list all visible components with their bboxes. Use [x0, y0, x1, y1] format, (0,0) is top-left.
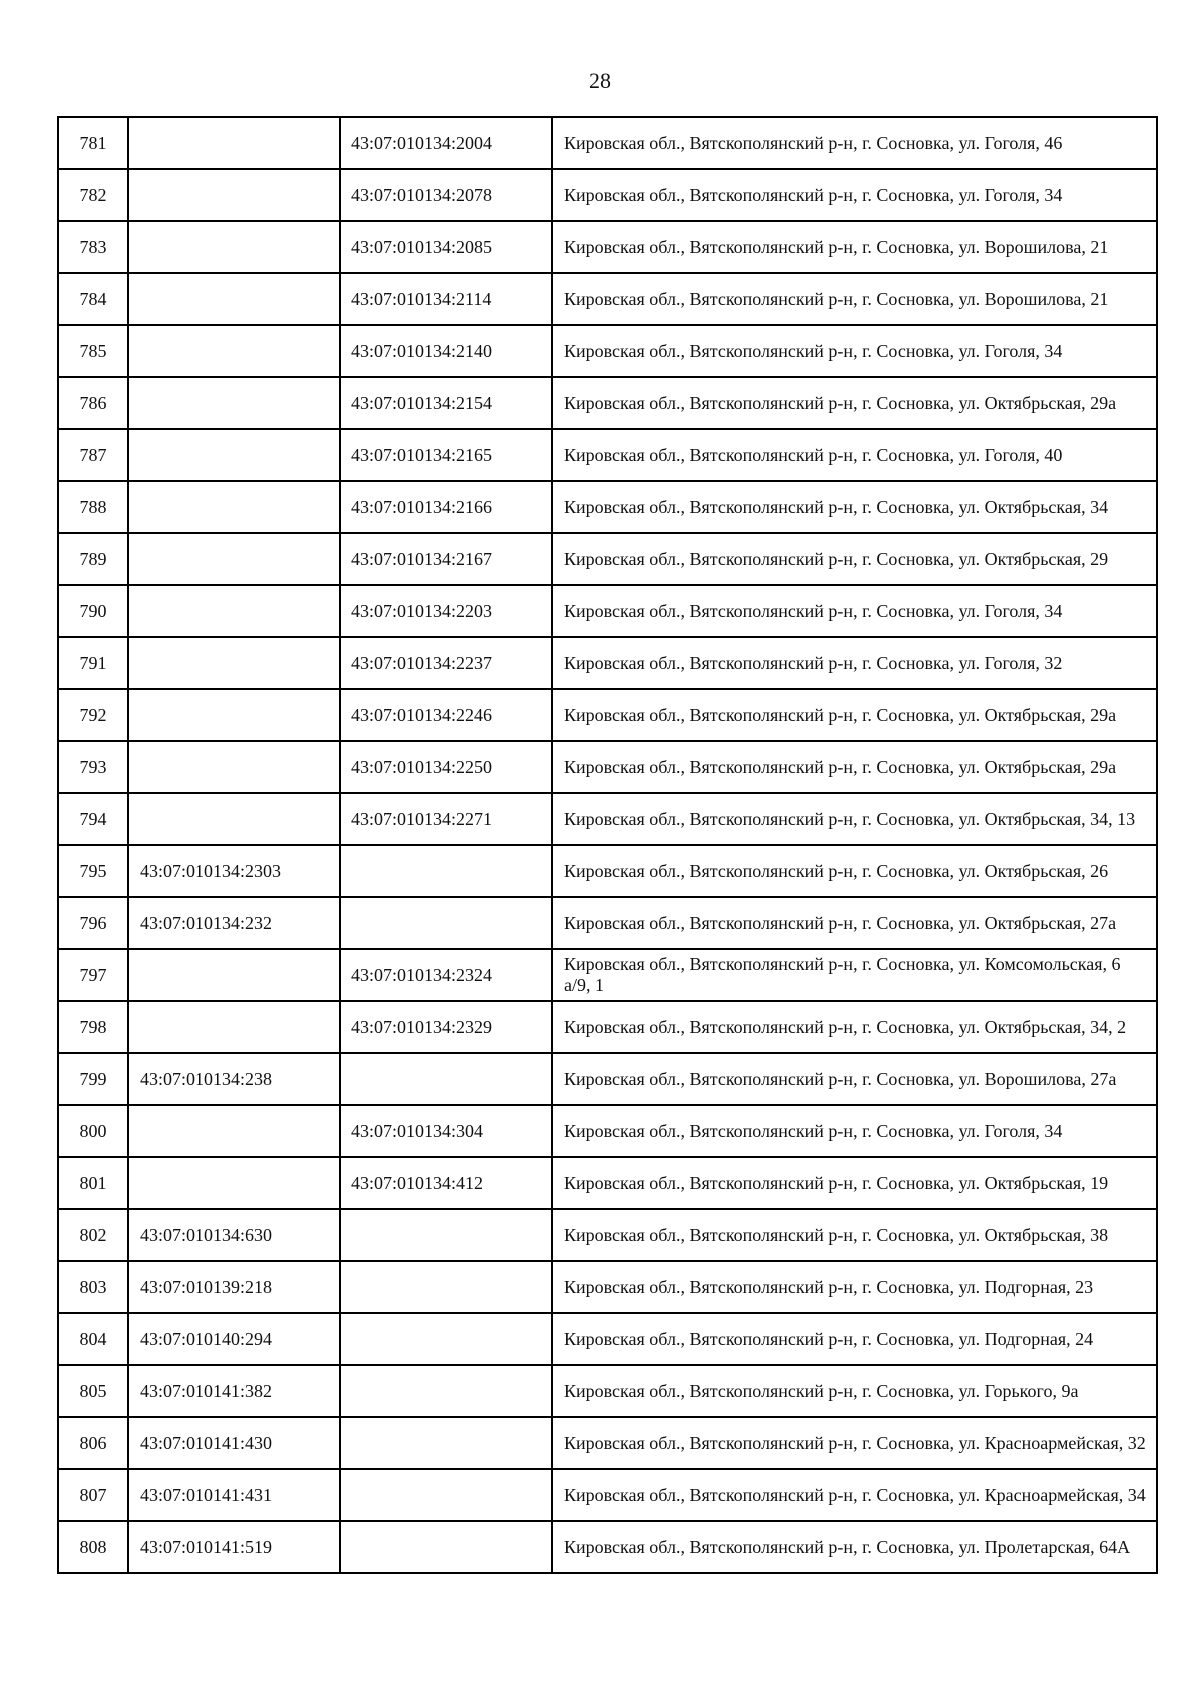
table-row [58, 377, 1157, 429]
row-number: 798 [58, 1001, 128, 1053]
address-cell: Кировская обл., Вятскополянский р-н, г. Сосновка, ул. Октябрьская, 34, 13 [552, 793, 1157, 845]
cadastral-number-b [340, 1053, 552, 1105]
table-row [58, 585, 1157, 637]
row-number: 802 [58, 1209, 128, 1261]
row-number: 781 [58, 117, 128, 169]
cadastral-number-a: 43:07:010139:218 [128, 1261, 340, 1313]
address-cell: Кировская обл., Вятскополянский р-н, г. Сосновка, ул. Октябрьская, 19 [552, 1157, 1157, 1209]
cadastral-number-a: 43:07:010134:232 [128, 897, 340, 949]
address-cell: Кировская обл., Вятскополянский р-н, г. Сосновка, ул. Октябрьская, 34, 2 [552, 1001, 1157, 1053]
row-number: 790 [58, 585, 128, 637]
address-cell: Кировская обл., Вятскополянский р-н, г. Сосновка, ул. Октябрьская, 38 [552, 1209, 1157, 1261]
table-row [58, 1053, 1157, 1105]
address-cell: Кировская обл., Вятскополянский р-н, г. Сосновка, ул. Ворошилова, 21 [552, 221, 1157, 273]
table-body [58, 117, 1157, 1573]
cadastral-number-a [128, 741, 340, 793]
cadastral-number-b [340, 1209, 552, 1261]
cadastral-number-a: 43:07:010141:430 [128, 1417, 340, 1469]
row-number: 803 [58, 1261, 128, 1313]
cadastral-number-a [128, 1001, 340, 1053]
cadastral-number-b: 43:07:010134:412 [340, 1157, 552, 1209]
row-number: 807 [58, 1469, 128, 1521]
cadastral-number-a: 43:07:010134:238 [128, 1053, 340, 1105]
row-number: 792 [58, 689, 128, 741]
cadastral-number-a: 43:07:010141:519 [128, 1521, 340, 1573]
cadastral-number-b: 43:07:010134:2154 [340, 377, 552, 429]
address-cell: Кировская обл., Вятскополянский р-н, г. Сосновка, ул. Гоголя, 40 [552, 429, 1157, 481]
cadastral-number-a [128, 689, 340, 741]
address-cell: Кировская обл., Вятскополянский р-н, г. Сосновка, ул. Ворошилова, 21 [552, 273, 1157, 325]
cadastral-number-a [128, 377, 340, 429]
address-cell: Кировская обл., Вятскополянский р-н, г. Сосновка, ул. Гоголя, 32 [552, 637, 1157, 689]
row-number: 789 [58, 533, 128, 585]
table-row [58, 637, 1157, 689]
cadastral-number-b: 43:07:010134:2078 [340, 169, 552, 221]
cadastral-number-a [128, 585, 340, 637]
row-number: 787 [58, 429, 128, 481]
table-row [58, 325, 1157, 377]
table-row [58, 533, 1157, 585]
cadastral-number-a [128, 169, 340, 221]
table-row [58, 117, 1157, 169]
cadastral-number-a [128, 533, 340, 585]
cadastral-number-b: 43:07:010134:2324 [340, 949, 552, 1001]
address-cell: Кировская обл., Вятскополянский р-н, г. Сосновка, ул. Красноармейская, 34 [552, 1469, 1157, 1521]
address-cell: Кировская обл., Вятскополянский р-н, г. Сосновка, ул. Октябрьская, 26 [552, 845, 1157, 897]
table-row [58, 169, 1157, 221]
cadastral-number-b: 43:07:010134:2271 [340, 793, 552, 845]
table-row [58, 429, 1157, 481]
cadastral-number-b [340, 897, 552, 949]
table-row [58, 221, 1157, 273]
table-row [58, 1157, 1157, 1209]
address-cell: Кировская обл., Вятскополянский р-н, г. Сосновка, ул. Подгорная, 23 [552, 1261, 1157, 1313]
cadastral-number-a [128, 117, 340, 169]
address-cell: Кировская обл., Вятскополянский р-н, г. Сосновка, ул. Октябрьская, 29а [552, 741, 1157, 793]
row-number: 800 [58, 1105, 128, 1157]
row-number: 795 [58, 845, 128, 897]
row-number: 801 [58, 1157, 128, 1209]
table-row [58, 273, 1157, 325]
cadastral-number-b: 43:07:010134:2004 [340, 117, 552, 169]
cadastral-number-a [128, 221, 340, 273]
cadastral-number-a [128, 1105, 340, 1157]
table-row [58, 793, 1157, 845]
cadastral-number-b [340, 1261, 552, 1313]
address-cell: Кировская обл., Вятскополянский р-н, г. Сосновка, ул. Гоголя, 46 [552, 117, 1157, 169]
cadastral-number-b: 43:07:010134:304 [340, 1105, 552, 1157]
table-row [58, 1365, 1157, 1417]
cadastral-number-a [128, 325, 340, 377]
address-cell: Кировская обл., Вятскополянский р-н, г. Сосновка, ул. Гоголя, 34 [552, 169, 1157, 221]
cadastral-number-b: 43:07:010134:2203 [340, 585, 552, 637]
table-row [58, 1521, 1157, 1573]
row-number: 782 [58, 169, 128, 221]
row-number: 788 [58, 481, 128, 533]
address-cell: Кировская обл., Вятскополянский р-н, г. Сосновка, ул. Октябрьская, 29а [552, 377, 1157, 429]
address-cell: Кировская обл., Вятскополянский р-н, г. Сосновка, ул. Пролетарская, 64А [552, 1521, 1157, 1573]
cadastral-number-a [128, 793, 340, 845]
row-number: 784 [58, 273, 128, 325]
table-row [58, 741, 1157, 793]
table-row [58, 1313, 1157, 1365]
cadastral-number-b: 43:07:010134:2329 [340, 1001, 552, 1053]
parcel-table [57, 116, 1158, 1574]
cadastral-number-b: 43:07:010134:2166 [340, 481, 552, 533]
address-cell: Кировская обл., Вятскополянский р-н, г. Сосновка, ул. Октябрьская, 29а [552, 689, 1157, 741]
cadastral-number-a [128, 429, 340, 481]
table-row [58, 481, 1157, 533]
table-row [58, 1105, 1157, 1157]
cadastral-number-b: 43:07:010134:2237 [340, 637, 552, 689]
table-row [58, 1469, 1157, 1521]
cadastral-number-a [128, 481, 340, 533]
row-number: 791 [58, 637, 128, 689]
address-cell: Кировская обл., Вятскополянский р-н, г. Сосновка, ул. Октябрьская, 34 [552, 481, 1157, 533]
address-cell: Кировская обл., Вятскополянский р-н, г. Сосновка, ул. Гоголя, 34 [552, 585, 1157, 637]
address-cell: Кировская обл., Вятскополянский р-н, г. Сосновка, ул. Горького, 9а [552, 1365, 1157, 1417]
row-number: 805 [58, 1365, 128, 1417]
cadastral-number-a [128, 637, 340, 689]
address-cell: Кировская обл., Вятскополянский р-н, г. Сосновка, ул. Ворошилова, 27а [552, 1053, 1157, 1105]
row-number: 794 [58, 793, 128, 845]
row-number: 804 [58, 1313, 128, 1365]
row-number: 785 [58, 325, 128, 377]
table-row [58, 689, 1157, 741]
cadastral-number-a: 43:07:010140:294 [128, 1313, 340, 1365]
cadastral-number-a [128, 949, 340, 1001]
table-row [58, 897, 1157, 949]
cadastral-number-b: 43:07:010134:2085 [340, 221, 552, 273]
address-cell: Кировская обл., Вятскополянский р-н, г. Сосновка, ул. Гоголя, 34 [552, 1105, 1157, 1157]
page-number: 28 [589, 68, 611, 93]
cadastral-number-a: 43:07:010141:382 [128, 1365, 340, 1417]
cadastral-number-a: 43:07:010134:630 [128, 1209, 340, 1261]
cadastral-number-a: 43:07:010134:2303 [128, 845, 340, 897]
cadastral-number-a [128, 1157, 340, 1209]
address-cell: Кировская обл., Вятскополянский р-н, г. Сосновка, ул. Октябрьская, 29 [552, 533, 1157, 585]
table-row [58, 1261, 1157, 1313]
cadastral-number-b [340, 845, 552, 897]
cadastral-number-b [340, 1313, 552, 1365]
address-cell: Кировская обл., Вятскополянский р-н, г. Сосновка, ул. Гоголя, 34 [552, 325, 1157, 377]
row-number: 799 [58, 1053, 128, 1105]
table-row [58, 1001, 1157, 1053]
cadastral-number-b: 43:07:010134:2114 [340, 273, 552, 325]
address-cell: Кировская обл., Вятскополянский р-н, г. Сосновка, ул. Подгорная, 24 [552, 1313, 1157, 1365]
row-number: 796 [58, 897, 128, 949]
row-number: 808 [58, 1521, 128, 1573]
table-row [58, 949, 1157, 1001]
cadastral-number-a [128, 273, 340, 325]
cadastral-number-b: 43:07:010134:2167 [340, 533, 552, 585]
table-row [58, 1209, 1157, 1261]
row-number: 783 [58, 221, 128, 273]
table-row [58, 1417, 1157, 1469]
address-cell: Кировская обл., Вятскополянский р-н, г. Сосновка, ул. Комсомольская, 6 а/9, 1 [552, 949, 1157, 1001]
address-cell: Кировская обл., Вятскополянский р-н, г. Сосновка, ул. Красноармейская, 32 [552, 1417, 1157, 1469]
row-number: 806 [58, 1417, 128, 1469]
cadastral-number-b: 43:07:010134:2165 [340, 429, 552, 481]
cadastral-number-b [340, 1417, 552, 1469]
row-number: 786 [58, 377, 128, 429]
address-cell: Кировская обл., Вятскополянский р-н, г. Сосновка, ул. Октябрьская, 27а [552, 897, 1157, 949]
cadastral-number-b: 43:07:010134:2250 [340, 741, 552, 793]
cadastral-number-b: 43:07:010134:2246 [340, 689, 552, 741]
cadastral-number-b [340, 1365, 552, 1417]
row-number: 797 [58, 949, 128, 1001]
cadastral-number-b [340, 1521, 552, 1573]
table-row [58, 845, 1157, 897]
cadastral-number-b [340, 1469, 552, 1521]
cadastral-number-b: 43:07:010134:2140 [340, 325, 552, 377]
cadastral-number-a: 43:07:010141:431 [128, 1469, 340, 1521]
row-number: 793 [58, 741, 128, 793]
